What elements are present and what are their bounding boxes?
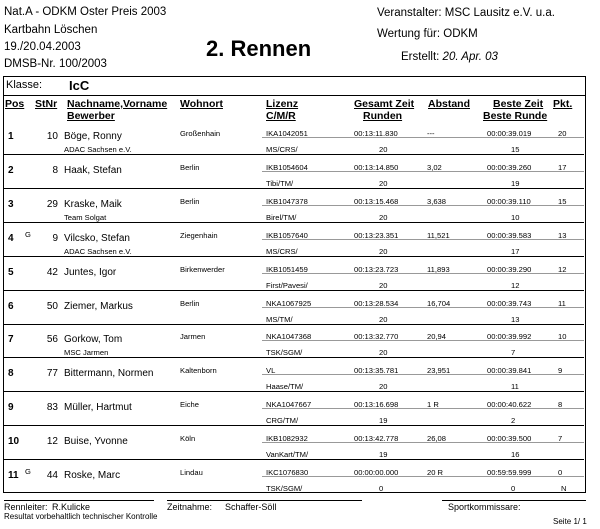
table-row (4, 428, 584, 460)
cell-wohnort: Großenhain (180, 129, 221, 138)
col-beste-zeit: Beste Zeit (493, 98, 544, 110)
row-subline (262, 171, 584, 172)
cell-beste-runde: 19 (511, 178, 520, 188)
sportkommissare-label: Sportkommissare: (448, 502, 521, 512)
cell-beste: 00:00:39.260 (487, 162, 532, 172)
cell-lizenz: IKB1054604 (266, 162, 308, 172)
cell-stnr: 29 (46, 198, 58, 210)
cell-lizenz: NKA1047667 (266, 400, 312, 410)
row-separator (4, 391, 584, 392)
cell-name: Kraske, Maik (64, 198, 122, 210)
cell-cmr: MS/CRS/ (266, 145, 298, 154)
cell-cmr: First/Pavesi/ (266, 280, 308, 290)
cell-cmr: Tibi/TM/ (266, 178, 294, 188)
page-number: Seite 1/ 1 (553, 517, 587, 526)
cell-g: G (25, 467, 31, 476)
cell-cmr: MS/CRS/ (266, 246, 298, 256)
cell-lizenz: NKA1067925 (266, 298, 312, 308)
cell-stnr: 83 (46, 402, 58, 414)
cell-abstand: 11,893 (427, 264, 450, 274)
event-title: Nat.A - ODKM Oster Preis 2003 (4, 6, 167, 18)
rating: Wertung für: ODKM (377, 28, 478, 40)
cell-cmr: TSK/SGM/ (266, 484, 303, 493)
cell-gesamt: 00:13:15.468 (354, 196, 399, 206)
cell-name: Gorkow, Tom (64, 334, 123, 346)
rennleiter-signature-line (4, 500, 154, 501)
row-separator (4, 188, 584, 189)
cell-beste-runde: 17 (511, 246, 520, 256)
cell-name: Böge, Ronny (64, 131, 122, 142)
cell-gesamt: 00:13:11.830 (354, 129, 398, 138)
cell-runden: 0 (379, 484, 384, 493)
cell-lizenz: IKB1082932 (266, 434, 308, 444)
cell-pkt: 8 (558, 400, 563, 410)
cell-gesamt: 00:13:32.770 (354, 332, 399, 342)
table-row (4, 293, 584, 325)
table-row (4, 394, 584, 426)
cell-lizenz: IKB1047378 (266, 196, 308, 206)
cell-runden: 20 (379, 382, 388, 392)
cell-pos: 3 (8, 198, 14, 210)
cell-stnr: 56 (46, 334, 58, 346)
zeitnahme-label: Zeitnahme: (167, 502, 213, 512)
col-beste-runde: Beste Runde (483, 110, 548, 122)
cell-beste-runde: 7 (511, 348, 516, 358)
cell-wohnort: Birkenwerder (180, 264, 225, 274)
cell-abstand: 20 R (427, 468, 444, 477)
klasse-value: IcC (69, 78, 90, 93)
table-row (4, 123, 584, 155)
cell-pos: 1 (8, 131, 14, 142)
cell-abstand: 11,521 (427, 230, 450, 240)
cell-wohnort: Berlin (180, 298, 200, 308)
cell-extra-flag: N (561, 484, 567, 493)
created-info (401, 51, 498, 63)
cell-pkt: 0 (558, 468, 563, 477)
cell-pos: 6 (8, 300, 14, 312)
table-row (4, 360, 584, 392)
cell-beste: 00:00:40.622 (487, 400, 532, 410)
klasse-divider (3, 95, 586, 96)
cell-name: Bittermann, Normen (64, 368, 154, 380)
cell-pkt: 15 (558, 196, 567, 206)
cell-lizenz: IKB1057640 (266, 230, 308, 240)
cell-gesamt: 00:13:42.778 (354, 434, 399, 444)
col-gesamt: Gesamt Zeit (354, 98, 415, 110)
footer-note: Resultat vorbehaltlich technischer Kontrolle (4, 512, 158, 521)
cell-beste-runde: 10 (511, 212, 520, 222)
cell-pos: 10 (8, 436, 20, 448)
cell-gesamt: 00:13:35.781 (354, 366, 399, 376)
cell-stnr: 44 (46, 470, 58, 481)
row-subline (262, 239, 584, 240)
table-row (4, 191, 584, 223)
row-separator (4, 222, 584, 223)
cell-lizenz: VL (266, 366, 276, 376)
cell-name: Juntes, Igor (64, 266, 117, 278)
col-cmr: C/M/R (266, 110, 296, 122)
cell-runden: 20 (379, 145, 388, 154)
cell-runden: 19 (379, 416, 388, 426)
col-bewerber: Bewerber (67, 110, 115, 122)
cell-pkt: 9 (558, 366, 563, 376)
cell-bewerber: ADAC Sachsen e.V. (64, 145, 132, 154)
row-subline (262, 273, 584, 274)
race-title: 2. Rennen (206, 36, 312, 61)
cell-gesamt: 00:13:28.534 (354, 298, 399, 308)
row-subline (262, 137, 584, 138)
cell-beste-runde: 16 (511, 450, 520, 460)
cell-abstand: 20,94 (427, 332, 447, 342)
cell-lizenz: NKA1047368 (266, 332, 312, 342)
zeitnahme-signature-line (167, 500, 362, 501)
track-name: Kartbahn Löschen (4, 24, 98, 36)
table-row (4, 225, 584, 257)
cell-beste-runde: 2 (511, 416, 516, 426)
cell-runden: 20 (379, 280, 388, 290)
sportkommissare-signature-line (442, 500, 586, 501)
row-subline (262, 408, 584, 409)
cell-wohnort: Berlin (180, 196, 200, 206)
cell-wohnort: Berlin (180, 162, 200, 172)
cell-stnr: 10 (46, 131, 58, 142)
cell-abstand: 1 R (427, 400, 439, 410)
cell-wohnort: Jarmen (180, 332, 206, 342)
cell-pos: 8 (8, 368, 14, 380)
cell-cmr: CRG/TM/ (266, 416, 299, 426)
row-subline (262, 476, 584, 477)
rennleiter-name: R.Kulicke (52, 502, 91, 512)
col-pos: Pos (5, 98, 25, 110)
row-subline (262, 442, 584, 443)
col-name: Nachname,Vorname (67, 98, 168, 110)
cell-bewerber: ADAC Sachsen e.V. (64, 246, 132, 256)
cell-beste: 00:00:39.019 (487, 129, 532, 138)
cell-pkt: 20 (558, 129, 567, 138)
cell-stnr: 8 (52, 164, 58, 176)
cell-name: Ziemer, Markus (64, 300, 133, 312)
row-separator (4, 324, 584, 325)
row-subline (262, 374, 584, 375)
cell-cmr: VanKart/TM/ (266, 450, 309, 460)
cell-cmr: Birel/TM/ (266, 212, 297, 222)
cell-beste: 00:59:59.999 (487, 468, 532, 477)
cell-pos: 5 (8, 266, 14, 278)
dmsb-number: DMSB-Nr. 100/2003 (4, 58, 107, 70)
cell-gesamt: 00:13:23.351 (354, 230, 399, 240)
cell-beste: 00:00:39.290 (487, 264, 532, 274)
cell-beste: 00:00:39.841 (487, 366, 532, 376)
cell-pkt: 12 (558, 264, 567, 274)
cell-lizenz: IKA1042051 (266, 129, 308, 138)
row-separator (4, 256, 584, 257)
cell-stnr: 9 (52, 232, 58, 244)
cell-pkt: 13 (558, 230, 567, 240)
cell-runden: 19 (379, 450, 388, 460)
cell-abstand: 26,08 (427, 434, 447, 444)
cell-gesamt: 00:13:14.850 (354, 162, 399, 172)
cell-beste-runde: 0 (511, 484, 516, 493)
cell-gesamt: 00:00:00.000 (354, 468, 399, 477)
cell-beste: 00:00:39.583 (487, 230, 532, 240)
cell-runden: 20 (379, 314, 388, 324)
cell-abstand: 3,02 (427, 162, 442, 172)
cell-stnr: 50 (46, 300, 58, 312)
cell-pos: 7 (8, 334, 14, 346)
cell-cmr: MS/TM/ (266, 314, 293, 324)
cell-runden: 20 (379, 178, 388, 188)
cell-abstand: --- (427, 129, 435, 138)
col-pkt: Pkt. (553, 98, 573, 110)
cell-lizenz: IKC1076830 (266, 468, 309, 477)
cell-name: Roske, Marc (64, 470, 121, 481)
col-lizenz: Lizenz (266, 98, 299, 110)
table-row (4, 259, 584, 291)
cell-wohnort: Eiche (180, 400, 199, 410)
cell-pos: 11 (8, 470, 19, 481)
cell-beste: 00:00:39.992 (487, 332, 532, 342)
cell-runden: 20 (379, 348, 388, 358)
cell-name: Müller, Hartmut (64, 402, 132, 414)
rennleiter-label: Rennleiter: (4, 502, 48, 512)
cell-name: Haak, Stefan (64, 164, 122, 176)
cell-beste: 00:00:39.110 (487, 196, 531, 206)
cell-cmr: TSK/SGM/ (266, 348, 303, 358)
col-runden: Runden (363, 110, 403, 122)
cell-beste: 00:00:39.500 (487, 434, 532, 444)
row-separator (4, 290, 584, 291)
cell-beste-runde: 13 (511, 314, 520, 324)
cell-pkt: 17 (558, 162, 567, 172)
cell-lizenz: IKB1051459 (266, 264, 308, 274)
cell-stnr: 12 (46, 436, 58, 448)
cell-abstand: 23,951 (427, 366, 451, 376)
cell-stnr: 77 (46, 368, 58, 380)
cell-abstand: 3,638 (427, 196, 447, 206)
cell-wohnort: Lindau (180, 468, 203, 477)
cell-beste: 00:00:39.743 (487, 298, 532, 308)
cell-wohnort: Ziegenhain (180, 230, 218, 240)
cell-beste-runde: 11 (511, 382, 519, 392)
row-separator (4, 357, 584, 358)
col-abstand: Abstand (428, 98, 470, 110)
created-date: 20. Apr. 03 (442, 51, 498, 63)
table-row (4, 326, 584, 358)
row-subline (262, 205, 584, 206)
cell-name: Buise, Yvonne (64, 436, 128, 448)
cell-abstand: 16,704 (427, 298, 451, 308)
cell-pkt: 10 (558, 332, 567, 342)
cell-pkt: 11 (558, 298, 566, 308)
col-stnr: StNr (35, 98, 58, 110)
cell-runden: 20 (379, 212, 388, 222)
col-wohnort: Wohnort (180, 98, 223, 110)
cell-bewerber: MSC Jarmen (64, 348, 109, 358)
cell-wohnort: Köln (180, 434, 196, 444)
cell-cmr: Haase/TM/ (266, 382, 304, 392)
organizer: Veranstalter: MSC Lausitz e.V. u.a. (377, 7, 555, 19)
cell-stnr: 42 (46, 266, 58, 278)
row-separator (4, 459, 584, 460)
cell-g: G (25, 229, 31, 239)
klasse-label: Klasse: (6, 79, 43, 91)
cell-name: Vilcsko, Stefan (64, 232, 130, 244)
cell-runden: 20 (379, 246, 388, 256)
table-row (4, 157, 584, 189)
event-date: 19./20.04.2003 (4, 41, 81, 53)
cell-gesamt: 00:13:16.698 (354, 400, 399, 410)
cell-pos: 4 (8, 232, 14, 244)
row-separator (4, 425, 584, 426)
cell-gesamt: 00:13:23.723 (354, 264, 399, 274)
row-separator (4, 154, 584, 155)
cell-pos: 9 (8, 402, 14, 414)
cell-pkt: 7 (558, 434, 563, 444)
cell-beste-runde: 15 (511, 145, 520, 154)
cell-pos: 2 (8, 164, 14, 176)
table-row (4, 462, 584, 494)
cell-wohnort: Kaltenborn (180, 366, 217, 376)
cell-bewerber: Team Solgat (64, 212, 107, 222)
created-label: Erstellt: (401, 51, 440, 63)
zeitnahme-name: Schaffer-Söll (225, 502, 277, 512)
row-subline (262, 307, 584, 308)
cell-beste-runde: 12 (511, 280, 520, 290)
row-subline (262, 340, 584, 341)
